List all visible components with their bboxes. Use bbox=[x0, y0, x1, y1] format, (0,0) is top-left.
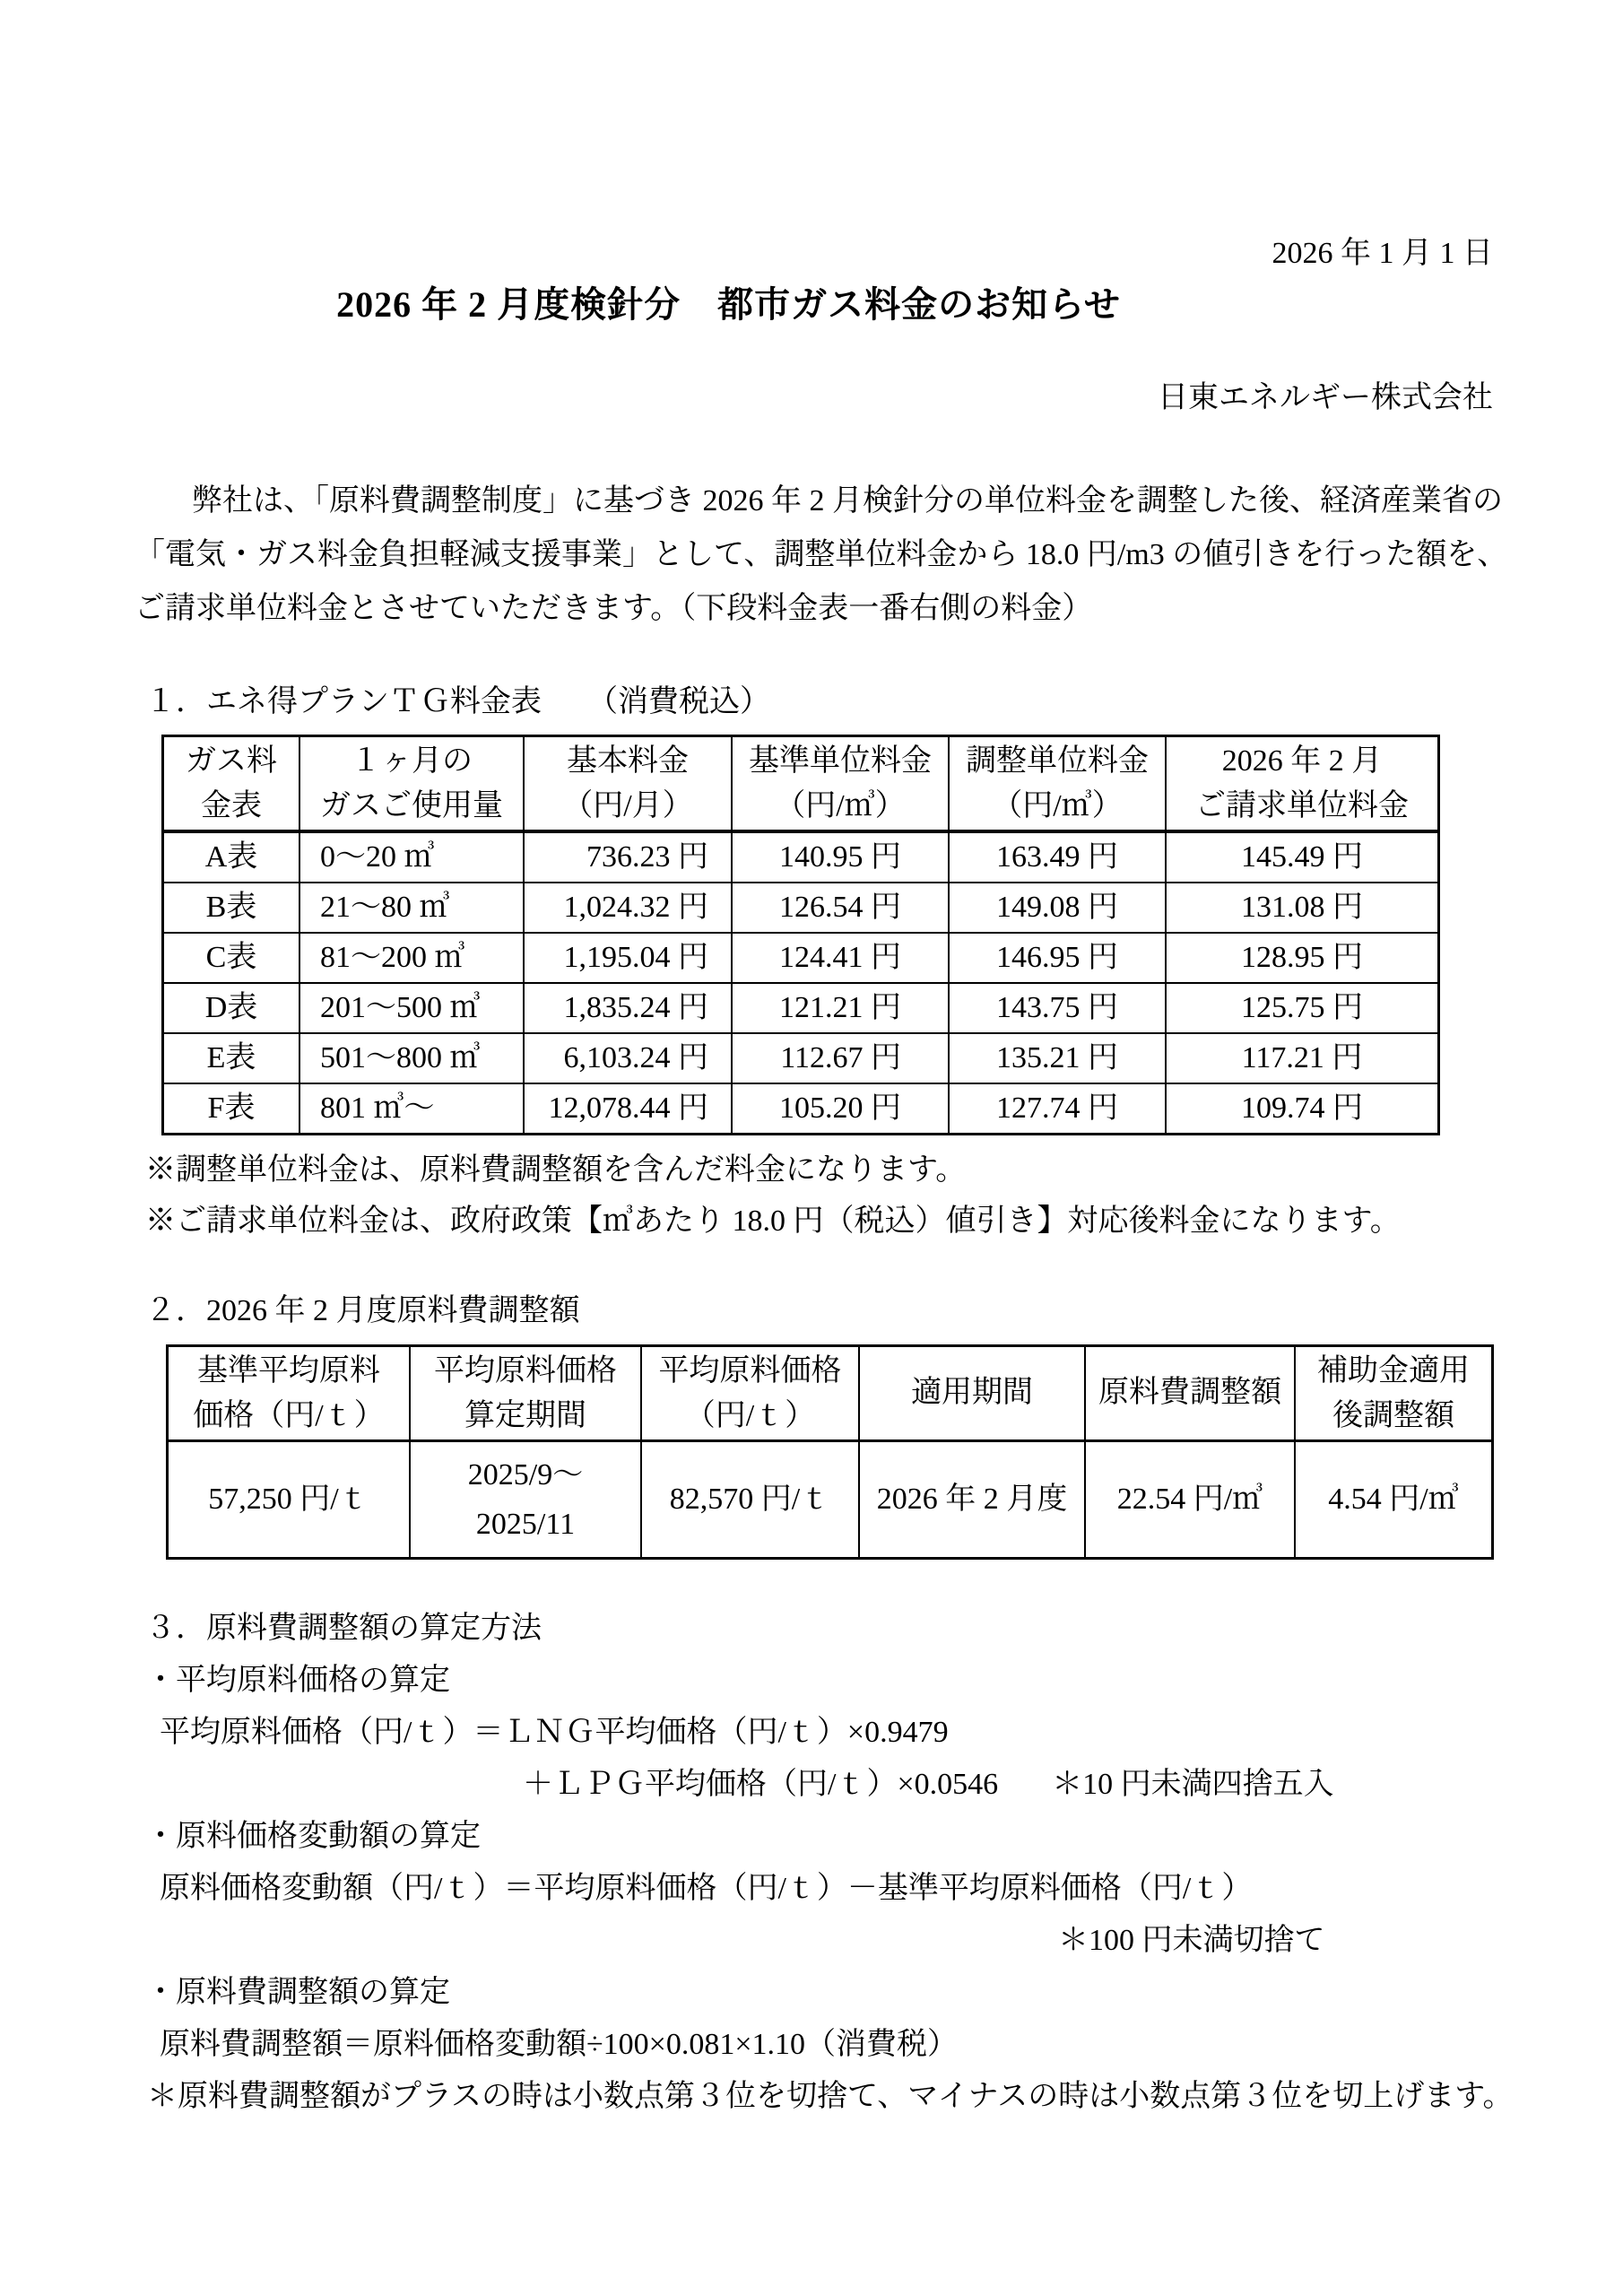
note-adjusted-unit-price: ※調整単位料金は、原料費調整額を含んだ料金になります。 bbox=[145, 1153, 967, 1187]
cell-adjusted-unit-price: 127.74 円 bbox=[949, 1083, 1166, 1135]
formula-lpg-term: ＋ＬＰＧ平均価格（円/ｔ）×0.0546 bbox=[523, 1768, 999, 1802]
cell-adjusted-unit-price: 135.21 円 bbox=[949, 1033, 1166, 1083]
header-line: 平均原料価格 bbox=[434, 1353, 617, 1387]
header-subsidized-adjustment bbox=[1295, 1346, 1493, 1441]
intro-line-1: 弊社は、「原料費調整制度」に基づき 2026 年 2 月検針分の単位料金を調整した後、経済産業省の bbox=[192, 483, 1503, 517]
cell-adjusted-unit-price: 149.08 円 bbox=[949, 883, 1166, 933]
cell-usage-range: 801 ㎥〜 bbox=[299, 1083, 524, 1135]
cell-basic-charge: 1,195.04 円 bbox=[524, 933, 732, 983]
table-notes bbox=[145, 1144, 1493, 1247]
formula-average-price-1: 平均原料価格（円/ｔ）＝ＬＮＧ平均価格（円/ｔ）×0.9479 bbox=[160, 1716, 949, 1750]
header-line: 後調整額 bbox=[1332, 1398, 1454, 1432]
header-monthly-usage bbox=[299, 736, 524, 832]
section3-heading: ３．原料費調整額の算定方法 bbox=[145, 1612, 542, 1646]
adjustment-table-data-row bbox=[168, 1441, 1493, 1559]
cell-usage-range: 201〜500 ㎥ bbox=[299, 983, 524, 1033]
document-title: 2026 年 2 月度検針分 都市ガス料金のお知らせ bbox=[336, 283, 1121, 325]
cell-base-unit-price: 140.95 円 bbox=[732, 831, 949, 883]
cell-basic-charge: 1,024.32 円 bbox=[524, 883, 732, 933]
company-name: 日東エネルギー株式会社 bbox=[1158, 380, 1493, 414]
header-average-price bbox=[641, 1346, 859, 1441]
header-line: （円/㎥） bbox=[775, 788, 906, 822]
cell-adjusted-unit-price: 163.49 円 bbox=[949, 831, 1166, 883]
cell-base-unit-price: 121.21 円 bbox=[732, 983, 949, 1033]
formula-price-change: 原料価格変動額（円/ｔ）＝平均原料価格（円/ｔ）－基準平均原料価格（円/ｔ） bbox=[160, 1872, 1253, 1906]
cell-base-unit-price: 105.20 円 bbox=[732, 1083, 949, 1135]
section3 bbox=[135, 1603, 1514, 2123]
header-line: ご請求単位料金 bbox=[1195, 788, 1409, 822]
header-base-average-price bbox=[168, 1346, 411, 1441]
header-adjusted-unit-price bbox=[949, 736, 1166, 832]
intro-line-2: 「電気・ガス料金負担軽減支援事業」として、調整単位料金から 18.0 円/m3 の値引きを行った額を、 bbox=[135, 537, 1508, 571]
cell-usage-range: 501〜800 ㎥ bbox=[299, 1033, 524, 1083]
cell-base-unit-price: 124.41 円 bbox=[732, 933, 949, 983]
cell-adjusted-unit-price: 143.75 円 bbox=[949, 983, 1166, 1033]
bullet-price-change-calc: ・原料価格変動額の算定 bbox=[145, 1820, 481, 1854]
header-line: 適用期間 bbox=[911, 1376, 1033, 1410]
cell-basic-charge: 6,103.24 円 bbox=[524, 1033, 732, 1083]
cell-usage-range: 81〜200 ㎥ bbox=[299, 933, 524, 983]
header-line: 調整単位料金 bbox=[966, 744, 1149, 778]
raw-material-adjustment-table bbox=[166, 1344, 1494, 1560]
cell-average-price-period bbox=[410, 1441, 641, 1559]
cell-average-price: 82,570 円/ｔ bbox=[641, 1441, 859, 1559]
header-basic-charge bbox=[524, 736, 732, 832]
header-line: 基準単位料金 bbox=[749, 744, 932, 778]
cell-base-average-price: 57,250 円/ｔ bbox=[168, 1441, 411, 1559]
section2-heading: ２．2026 年 2 月度原料費調整額 bbox=[145, 1294, 580, 1328]
header-line: 補助金適用 bbox=[1317, 1353, 1470, 1387]
header-line: （円/ｔ） bbox=[684, 1398, 816, 1432]
cell-billed-unit-price: 145.49 円 bbox=[1166, 831, 1439, 883]
header-line: 金表 bbox=[201, 788, 262, 822]
period-line: 2025/9〜 bbox=[467, 1458, 584, 1492]
header-line: 価格（円/ｔ） bbox=[193, 1398, 385, 1432]
cell-subsidized-adjustment: 4.54 円/㎥ bbox=[1295, 1441, 1493, 1559]
cell-table-class: E表 bbox=[163, 1033, 300, 1083]
header-line: 基準平均原料 bbox=[197, 1353, 380, 1387]
adjustment-table-header-row bbox=[168, 1346, 1493, 1441]
table-row bbox=[163, 883, 1439, 933]
rounding-note-100yen: ＊100 円未満切捨て bbox=[1058, 1924, 1325, 1958]
gas-rate-table-header-row bbox=[163, 736, 1439, 832]
formula-average-price-2 bbox=[523, 1759, 1493, 1811]
cell-basic-charge: 12,078.44 円 bbox=[524, 1083, 732, 1135]
table-row bbox=[163, 1033, 1439, 1083]
intro-line-3: ご請求単位料金とさせていただきます。（下段料金表一番右側の料金） bbox=[135, 591, 1093, 625]
cell-applicable-period: 2026 年 2 月度 bbox=[859, 1441, 1085, 1559]
header-base-unit-price bbox=[732, 736, 949, 832]
cell-billed-unit-price: 109.74 円 bbox=[1166, 1083, 1439, 1135]
header-line: ガス料 bbox=[186, 744, 277, 778]
note-billed-unit-price: ※ご請求単位料金は、政府政策【㎥あたり 18.0 円（税込）値引き】対応後料金になります。 bbox=[145, 1205, 1401, 1239]
header-average-price-period bbox=[410, 1346, 641, 1441]
header-line: （円/月） bbox=[562, 788, 693, 822]
cell-billed-unit-price: 117.21 円 bbox=[1166, 1033, 1439, 1083]
cell-base-unit-price: 112.67 円 bbox=[732, 1033, 949, 1083]
header-applicable-period bbox=[859, 1346, 1085, 1441]
cell-table-class: C表 bbox=[163, 933, 300, 983]
cell-adjusted-unit-price: 146.95 円 bbox=[949, 933, 1166, 983]
header-adjustment-amount bbox=[1085, 1346, 1295, 1441]
header-line: （円/㎥） bbox=[992, 788, 1123, 822]
table-row bbox=[163, 1083, 1439, 1135]
rounding-note-10yen: ＊10 円未満四捨五入 bbox=[1052, 1768, 1334, 1802]
rounding-footnote: ＊原料費調整額がプラスの時は小数点第３位を切捨て、マイナスの時は小数点第３位を切上げます。 bbox=[147, 2080, 1514, 2114]
cell-base-unit-price: 126.54 円 bbox=[732, 883, 949, 933]
cell-table-class: D表 bbox=[163, 983, 300, 1033]
table-row bbox=[163, 933, 1439, 983]
cell-usage-range: 21〜80 ㎥ bbox=[299, 883, 524, 933]
formula-adjustment: 原料費調整額＝原料価格変動額÷100×0.081×1.10（消費税） bbox=[160, 2028, 959, 2062]
header-line: 基本料金 bbox=[567, 744, 689, 778]
bullet-average-price-calc: ・平均原料価格の算定 bbox=[145, 1664, 450, 1698]
header-line: １ヶ月の bbox=[351, 744, 473, 778]
gas-rate-table bbox=[161, 735, 1440, 1135]
cell-table-class: B表 bbox=[163, 883, 300, 933]
bullet-adjustment-calc: ・原料費調整額の算定 bbox=[145, 1976, 450, 2010]
cell-billed-unit-price: 125.75 円 bbox=[1166, 983, 1439, 1033]
table-row bbox=[163, 983, 1439, 1033]
header-line: 平均原料価格 bbox=[658, 1353, 842, 1387]
cell-basic-charge: 736.23 円 bbox=[524, 831, 732, 883]
intro-paragraph bbox=[135, 474, 1508, 636]
document-date: 2026 年 1 月 1 日 bbox=[1271, 237, 1493, 270]
header-line: 2026 年 2 月 bbox=[1221, 744, 1383, 778]
cell-billed-unit-price: 128.95 円 bbox=[1166, 933, 1439, 983]
table-row bbox=[163, 831, 1439, 883]
cell-table-class: A表 bbox=[163, 831, 300, 883]
header-line: ガスご使用量 bbox=[320, 788, 503, 822]
cell-adjustment-amount: 22.54 円/㎥ bbox=[1085, 1441, 1295, 1559]
header-line: 原料費調整額 bbox=[1098, 1376, 1281, 1410]
cell-table-class: F表 bbox=[163, 1083, 300, 1135]
section1-heading: １．エネ得プランＴＧ料金表 （消費税込） bbox=[145, 684, 770, 718]
cell-usage-range: 0〜20 ㎥ bbox=[299, 831, 524, 883]
header-billed-unit-price bbox=[1166, 736, 1439, 832]
header-gas-table-class bbox=[163, 736, 300, 832]
header-line: 算定期間 bbox=[464, 1398, 586, 1432]
period-line: 2025/11 bbox=[475, 1508, 576, 1542]
cell-billed-unit-price: 131.08 円 bbox=[1166, 883, 1439, 933]
cell-basic-charge: 1,835.24 円 bbox=[524, 983, 732, 1033]
